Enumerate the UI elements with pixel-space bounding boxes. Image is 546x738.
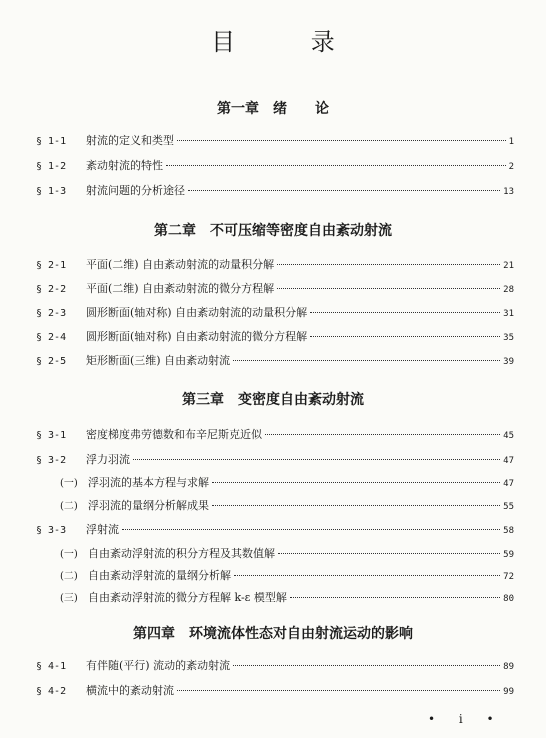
dot-leader — [278, 553, 500, 554]
toc-entry[interactable]: § 3-3 浮射流 58 — [36, 523, 514, 536]
toc-entry[interactable]: (二) 自由紊动浮射流的量纲分析解 72 — [60, 569, 514, 582]
toc-entry[interactable]: § 4-1 有伴随(平行) 流动的紊动射流 89 — [36, 659, 514, 672]
page-number: • i • — [428, 712, 504, 726]
toc-entry[interactable]: (一) 浮羽流的基本方程与求解 47 — [60, 476, 514, 489]
dot-leader — [277, 264, 500, 265]
chapter-1-title: 第一章 绪 论 — [217, 101, 329, 117]
toc-entry[interactable]: § 4-2 横流中的紊动射流 99 — [36, 684, 514, 697]
chapter-3-title: 第三章 变密度自由紊动射流 — [182, 392, 364, 408]
dot-leader — [122, 529, 500, 530]
toc-entry[interactable]: § 2-3 圆形断面(轴对称) 自由紊动射流的动量积分解 31 — [36, 306, 514, 319]
toc-entry[interactable]: § 3-2 浮力羽流 47 — [36, 453, 514, 466]
dot-leader — [277, 288, 500, 289]
toc-entry[interactable]: (一) 自由紊动浮射流的积分方程及其数值解 59 — [60, 547, 514, 560]
dot-leader — [233, 665, 500, 666]
toc-entry[interactable]: § 2-4 圆形断面(轴对称) 自由紊动射流的微分方程解 35 — [36, 330, 514, 343]
dot-leader — [265, 434, 500, 435]
dot-leader — [177, 690, 500, 691]
toc-entry[interactable]: § 2-1 平面(二维) 自由紊动射流的动量积分解 21 — [36, 258, 514, 271]
dot-leader — [233, 360, 500, 361]
page-title: 目 录 — [211, 28, 369, 56]
toc-entry[interactable]: (三) 自由紊动浮射流的微分方程解 k-ε 模型解 80 — [60, 591, 514, 604]
chapter-2-title: 第二章 不可压缩等密度自由紊动射流 — [154, 223, 392, 239]
dot-leader — [290, 597, 500, 598]
dot-leader — [133, 459, 500, 460]
dot-leader — [212, 482, 500, 483]
toc-entry[interactable]: § 2-2 平面(二维) 自由紊动射流的微分方程解 28 — [36, 282, 514, 295]
dot-leader — [310, 312, 500, 313]
chapter-4-title: 第四章 环境流体性态对自由射流运动的影响 — [133, 626, 413, 642]
dot-leader — [310, 336, 500, 337]
toc-entry[interactable]: § 1-3 射流问题的分析途径 13 — [36, 184, 514, 197]
dot-leader — [212, 505, 500, 506]
toc-entry[interactable]: § 1-2 紊动射流的特性 2 — [36, 159, 514, 172]
dot-leader — [188, 190, 500, 191]
dot-leader — [177, 140, 506, 141]
toc-entry[interactable]: § 3-1 密度梯度弗劳德数和布辛尼斯克近似 45 — [36, 428, 514, 441]
toc-entry[interactable]: (二) 浮羽流的量纲分析解成果 55 — [60, 499, 514, 512]
toc-entry[interactable]: § 1-1 射流的定义和类型 1 — [36, 134, 514, 147]
toc-entry[interactable]: § 2-5 矩形断面(三维) 自由紊动射流 39 — [36, 354, 514, 367]
dot-leader — [234, 575, 500, 576]
dot-leader — [166, 165, 506, 166]
